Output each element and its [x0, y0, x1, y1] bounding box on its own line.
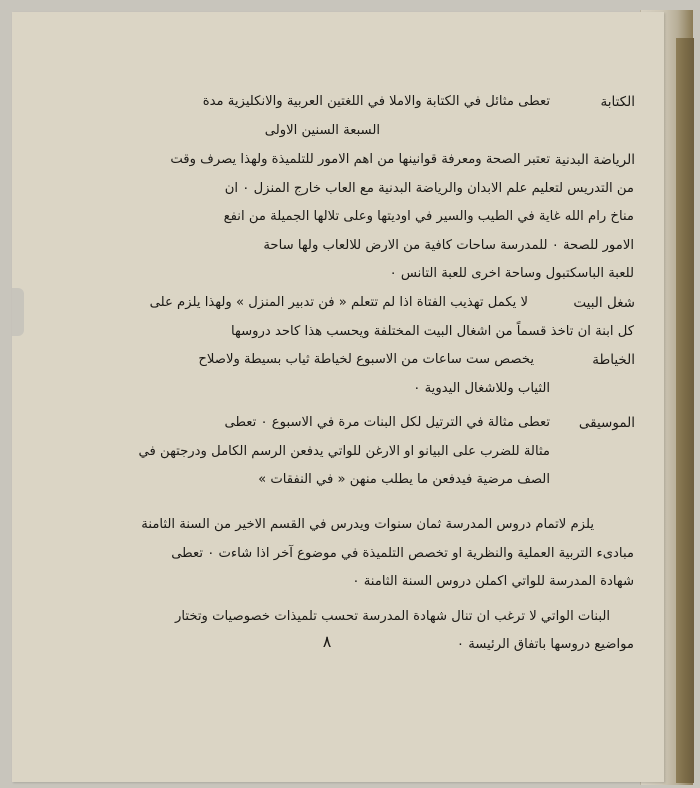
section-text-line: مثالة للضرب على البيانو او الارغن للواتي يدفعن الرسم الكامل ودرجتهن في: [138, 443, 550, 459]
section-sewing: [80, 346, 635, 403]
page-number: ٨: [322, 632, 332, 651]
paragraph-graduation: [80, 511, 634, 597]
section-text-line: تعطى مثالة في الترتيل لكل البنات مرة في الاسبوع ۰ تعطى: [224, 415, 550, 430]
section-label: الخياطة: [592, 352, 635, 368]
section-text-line: الثياب وللاشغال اليدوية ۰: [413, 380, 550, 396]
section-housework: [80, 289, 635, 346]
section-text-line: تعطى مثائل في الكتابة والاملا في اللغتين العربية والانكليزية مدة: [202, 94, 550, 109]
section-physical-education: [80, 146, 635, 289]
section-writing: [80, 88, 635, 146]
section-text-line: مناخ رام الله غاية في الطيب والسير في اوديتها وعلى تلالها الجميلة من انفع: [223, 209, 634, 224]
paragraph-line: شهادة المدرسة للواتي اكملن دروس السنة الثامنة ۰: [352, 574, 634, 589]
section-text-line: كل ابنة ان تاخذ قسماً من اشغال البيت المختلفة ويحسب هذا كاحد دروسها: [231, 323, 634, 339]
paragraph-line: مبادىء التربية العملية والنظرية او تخصص التلميذة في موضوع آخر اذا شاءت ۰ تعطى: [171, 545, 634, 561]
paragraph-line: يلزم لاتمام دروس المدرسة ثمان سنوات ويدرس في القسم الاخير من السنة الثامنة: [141, 517, 594, 532]
page-notch: [12, 288, 24, 336]
section-text-line: يخصص ست ساعات من الاسبوع لخياطة ثياب بسيطة ولاصلاح: [198, 352, 534, 367]
section-music: [80, 409, 635, 501]
section-text-line: من التدريس لتعليم علم الابدان والرياضة البدنية مع العاب خارج المنزل ۰ ان: [224, 180, 634, 196]
section-text-line: السبعة السنين الاولى: [264, 122, 380, 138]
paragraph-line: البنات الواتي لا ترغب ان تنال شهادة المدرسة تحسب تلميذات خصوصيات وتختار: [174, 608, 610, 624]
section-text-line: تعتبر الصحة ومعرفة قوانينها من اهم الامور للتلميذة ولهذا يصرف وقت: [170, 152, 550, 167]
book-binding: [676, 38, 694, 783]
section-label: شغل البيت: [573, 295, 635, 311]
section-text-line: الصف مرضية فيدفعن ما يطلب منهن « في النفقات »: [258, 472, 550, 487]
paragraph-special-students: [80, 603, 634, 660]
section-text-line: للعبة الباسكتبول وساحة اخرى للعبة التانس ۰: [389, 266, 634, 281]
section-text-line: الامور للصحة ۰ للمدرسة ساحات كافية من الارض للالعاب ولها ساحة: [263, 237, 634, 253]
section-text-line: لا يكمل تهذيب الفتاة اذا لم تتعلم « فن تدبير المنزل » ولهذا يلزم على: [149, 295, 528, 310]
section-label: الموسيقى: [578, 415, 635, 431]
document-body: [80, 88, 635, 660]
paragraph-line: مواضيع دروسها باتفاق الرئيسة ۰: [456, 637, 634, 652]
section-label: الكتابة: [600, 94, 635, 110]
section-label: الرياضة البدنية: [554, 152, 635, 168]
